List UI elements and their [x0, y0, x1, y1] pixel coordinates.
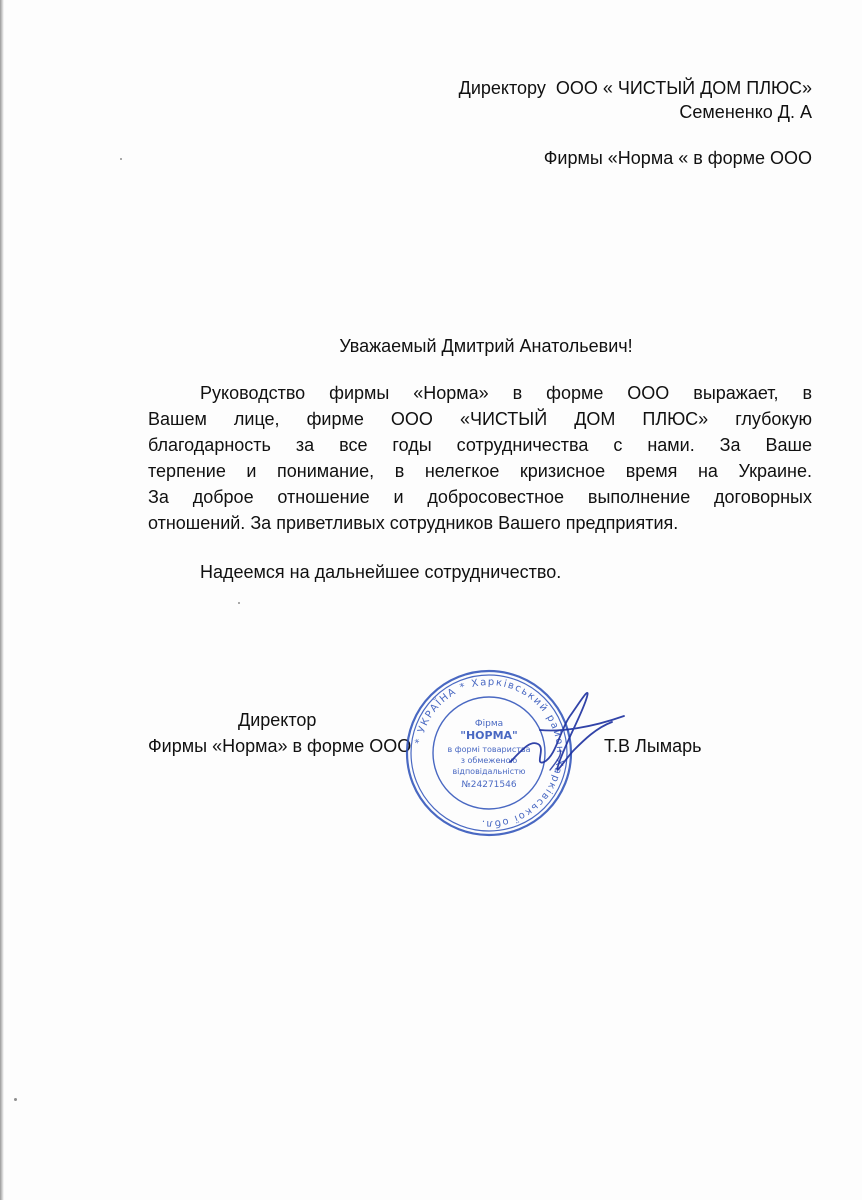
scan-speck [120, 158, 122, 160]
addressee-block [459, 76, 812, 124]
seal-center-line: з обмеженою [460, 756, 518, 765]
seal-center-line: "НОРМА" [460, 729, 518, 742]
addressee-line-name: Семененко Д. А [679, 102, 812, 122]
body-line: терпение и понимание, в нелегкое кризисное время на Украине. [148, 461, 812, 481]
letter-body [148, 380, 812, 536]
addressee-line-director: Директору ООО « ЧИСТЫЙ ДОМ ПЛЮС» [458, 78, 812, 98]
seal-center-line: в формі товариства [447, 745, 531, 754]
sender-line: Фирмы «Норма « в форме ООО [543, 148, 812, 168]
body-line: отношений. За приветливых сотрудников Вашего предприятия. [148, 513, 679, 533]
body-line: За доброе отношение и добросовестное выполнение договорных [148, 487, 812, 507]
seal-center-line: Фірма [474, 719, 504, 729]
letter-closing: Надеемся на дальнейшее сотрудничество. [200, 562, 562, 582]
body-line: Руководство фирмы «Норма» в форме ООО выражает, в [200, 383, 812, 403]
scan-speck [238, 602, 240, 604]
body-line: благодарность за все годы сотрудничества с нами. За Ваше [148, 435, 812, 455]
scan-speck [14, 1098, 17, 1101]
body-line: Вашем лице, фирме ООО «ЧИСТЫЙ ДОМ ПЛЮС» глубокую [148, 409, 812, 429]
signatory-company: Фирмы «Норма» в форме ООО [148, 736, 412, 756]
signatory-title: Директор [238, 710, 317, 730]
seal-center-line: відповідальністю [452, 767, 526, 776]
seal-center-line: №24271546 [461, 780, 517, 790]
seal-outer-text: * УКРАЇНА * Харківський район Харківської обл. [413, 676, 566, 830]
signatory-name: Т.В Лымарь [604, 736, 702, 756]
letter-greeting: Уважаемый Дмитрий Анатольевич! [339, 336, 633, 356]
scan-edge-shadow [0, 0, 4, 1200]
handwritten-signature [500, 670, 630, 790]
